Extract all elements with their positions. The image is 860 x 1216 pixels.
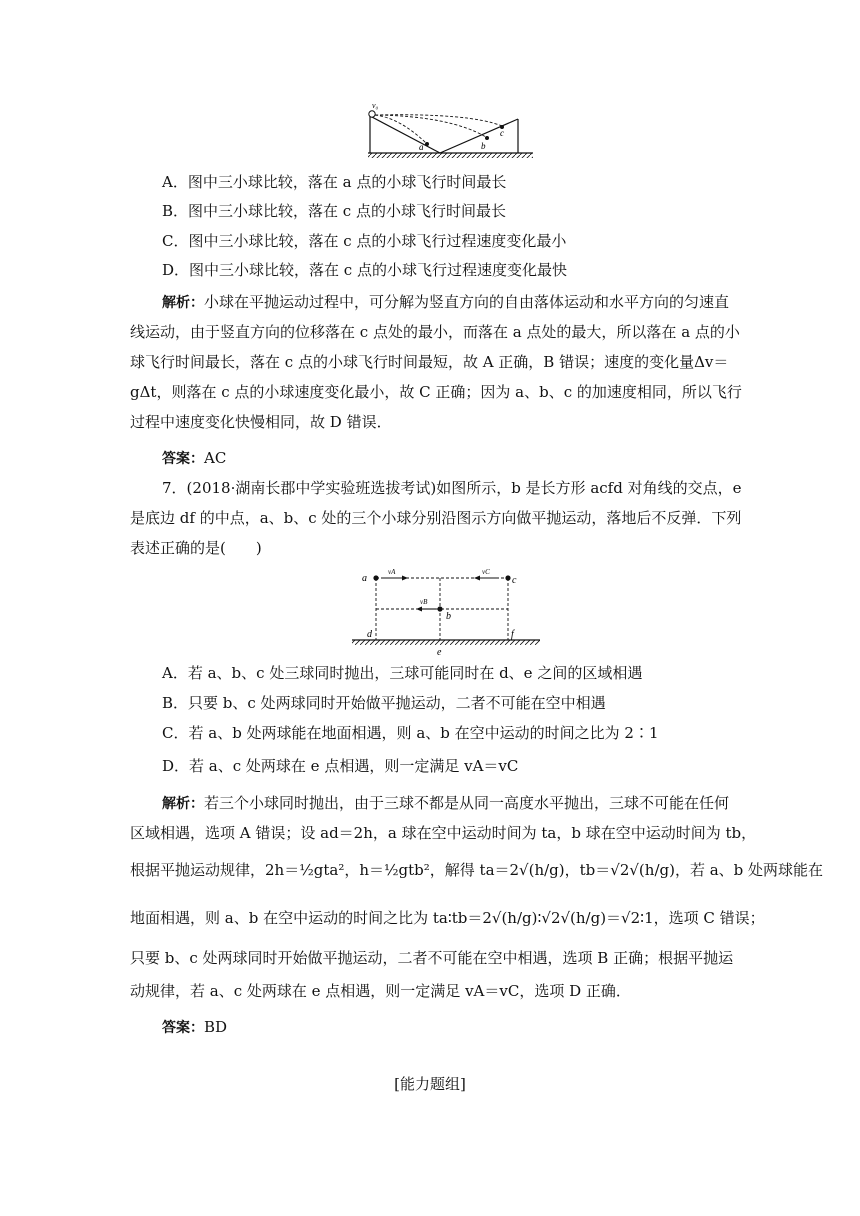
label-b: b xyxy=(446,611,451,622)
figure-rectangle-acfd xyxy=(0,560,860,660)
label-vA: vA xyxy=(388,568,396,576)
q7-analysis-line-5: 只要 b、c 处两球同时开始做平抛运动，二者不可能在空中相遇，选项 B 正确；根据平抛运 xyxy=(130,949,734,967)
q7-stem-line-3: 表述正确的是( ) xyxy=(130,539,262,557)
point-a xyxy=(425,142,429,146)
point-b xyxy=(485,136,489,140)
q6-option-d: D．图中三小球比较，落在 c 点的小球飞行过程速度变化最快 xyxy=(162,261,567,279)
ball-b xyxy=(437,606,442,611)
q7-answer: 答案：BD xyxy=(162,1018,228,1036)
q7-option-d: D．若 a、c 处两球在 e 点相遇，则一定满足 vA＝vC xyxy=(162,757,519,775)
q6-analysis-line-5: 过程中速度变化快慢相同，故 D 错误． xyxy=(130,413,392,431)
q7-option-a: A．若 a、b、c 处三球同时抛出，三球可能同时在 d、e 之间的区域相遇 xyxy=(162,664,643,682)
q7-option-c: C．若 a、b 处两球能在地面相遇，则 a、b 在空中运动的时间之比为 2∶1 xyxy=(162,724,659,742)
ball-a xyxy=(373,575,378,580)
q6-answer: 答案：AC xyxy=(162,449,227,467)
label-f: f xyxy=(511,629,514,640)
q6-analysis-line-3: 球飞行时间最长，落在 c 点的小球飞行时间最短，故 A 正确，B 错误；速度的变化量Δv＝ xyxy=(130,353,729,371)
ball-c xyxy=(505,575,510,580)
q7-answer-label: 答案： xyxy=(162,1020,204,1036)
q6-answer-label: 答案： xyxy=(162,451,204,467)
q6-analysis-label: 解析： xyxy=(162,295,204,311)
q7-option-b: B．只要 b、c 处两球同时开始做平抛运动，二者不可能在空中相遇 xyxy=(162,694,606,712)
label-c: c xyxy=(512,575,517,586)
label-vC: vC xyxy=(482,568,490,576)
label-v0: v₀ xyxy=(372,101,379,110)
q6-analysis-line-1: 解析：小球在平抛运动过程中，可分解为竖直方向的自由落体运动和水平方向的匀速直 xyxy=(162,293,730,311)
label-a: a xyxy=(419,142,424,152)
q7-stem-line-2: 是底边 df 的中点，a、b、c 处的三个小球分别沿图示方向做平抛运动，落地后不反弹．下列 xyxy=(130,509,742,527)
q7-analysis-line-1: 解析：若三个小球同时抛出，由于三球不都是从同一高度水平抛出，三球不可能在任何 xyxy=(162,794,730,812)
label-a: a xyxy=(362,573,367,584)
q6-analysis-line-4: gΔt，则落在 c 点的小球速度变化最小，故 C 正确；因为 a、b、c 的加速度相同，所以飞行 xyxy=(130,383,742,401)
figure-projectile-slope xyxy=(0,0,860,170)
q6-option-c: C．图中三小球比较，落在 c 点的小球飞行过程速度变化最小 xyxy=(162,232,567,250)
section-title: [能力题组] xyxy=(394,1075,466,1093)
label-d: d xyxy=(367,629,372,640)
label-e: e xyxy=(437,647,442,658)
q6-option-b: B．图中三小球比较，落在 c 点的小球飞行时间最长 xyxy=(162,202,506,220)
q6-option-a: A．图中三小球比较，落在 a 点的小球飞行时间最长 xyxy=(162,173,507,191)
label-b: b xyxy=(481,141,486,151)
label-vB: vB xyxy=(420,598,428,606)
label-c: c xyxy=(500,128,504,138)
q7-analysis-line-2: 区域相遇，选项 A 错误；设 ad＝2h，a 球在空中运动时间为 ta，b 球在空中运动时间为 tb， xyxy=(130,824,757,842)
q7-stem-line-1: 7．(2018·湖南长郡中学实验班选拔考试)如图所示，b 是长方形 acfd 对角线的交点，e xyxy=(162,479,742,497)
q6-analysis-line-2: 线运动，由于竖直方向的位移落在 c 点处的最小，而落在 a 点处的最大，所以落在 a 点的小 xyxy=(130,323,740,341)
q7-analysis-label: 解析： xyxy=(162,796,204,812)
q7-analysis-line-3: 根据平抛运动规律，2h＝½gta²，h＝½gtb²，解得 ta＝2√(h/g)，tb＝√2√(h/g)，若 a、b 处两球能在 xyxy=(130,861,824,879)
q7-analysis-line-4: 地面相遇，则 a、b 在空中运动的时间之比为 ta∶tb＝2√(h/g)∶√2√(h/g)＝√2∶1，选项 C 错误； xyxy=(130,909,765,927)
q7-analysis-line-6: 动规律，若 a、c 处两球在 e 点相遇，则一定满足 vA＝vC，选项 D 正确． xyxy=(130,982,631,1000)
